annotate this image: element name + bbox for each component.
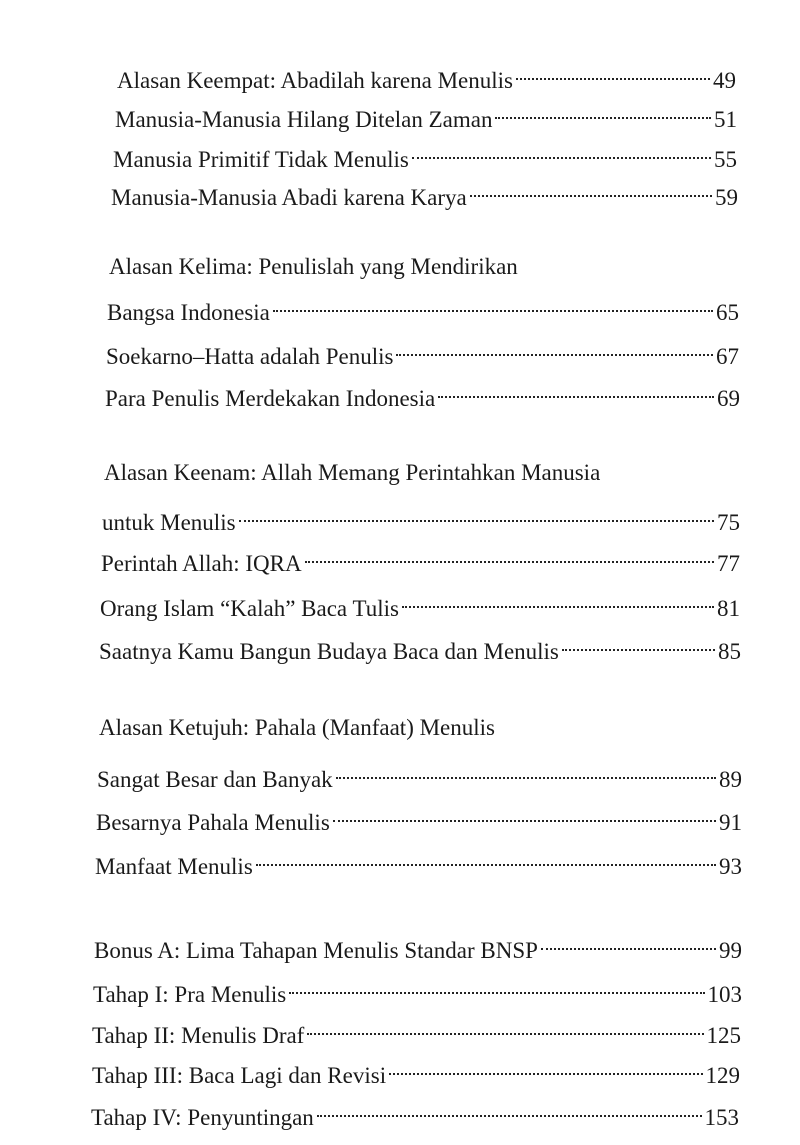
toc-section-heading: Alasan Ketujuh: Pahala (Manfaat) Menulis — [99, 715, 495, 740]
toc-entry-page: 75 — [717, 510, 740, 535]
toc-entry-page: 85 — [718, 639, 741, 664]
toc-leader-dots — [333, 800, 716, 830]
toc-entry-page: 69 — [717, 386, 740, 411]
toc-entry-title: Orang Islam “Kalah” Baca Tulis — [100, 596, 399, 621]
toc-section-heading: Alasan Keenam: Allah Memang Perintahkan Manusia — [104, 460, 601, 485]
toc-entry-title: Alasan Keempat: Abadilah karena Menulis — [117, 68, 513, 93]
toc-entry-page: 125 — [706, 1023, 741, 1048]
toc-leader-dots — [305, 541, 714, 571]
toc-entry — [111, 175, 738, 213]
toc-entry-page: 59 — [715, 185, 738, 210]
toc-entry — [92, 1053, 740, 1091]
toc-entry-title: untuk Menulis — [102, 510, 236, 535]
toc-leader-dots — [470, 175, 712, 205]
toc-entry-page: 93 — [719, 854, 742, 879]
toc-entry — [102, 500, 740, 538]
toc-leader-dots — [402, 586, 714, 616]
toc-entry-title: Para Penulis Merdekakan Indonesia — [105, 386, 436, 411]
toc-entry-title: Manusia-Manusia Hilang Ditelan Zaman — [115, 107, 493, 132]
toc-entry-title: Tahap II: Menulis Draf — [92, 1023, 305, 1048]
toc-entry-title: Tahap I: Pra Menulis — [93, 982, 287, 1007]
toc-entry — [93, 972, 742, 1010]
toc-leader-dots — [516, 58, 710, 88]
toc-leader-dots — [336, 757, 716, 787]
toc-leader-dots — [317, 1095, 702, 1125]
toc-entry-title: Sangat Besar dan Banyak — [97, 767, 333, 792]
toc-leader-dots — [396, 334, 713, 364]
toc-entry-page: 77 — [717, 551, 740, 576]
toc-entry — [117, 58, 736, 96]
toc-entry-page: 89 — [719, 767, 742, 792]
toc-entry — [106, 334, 739, 372]
toc-entry — [115, 97, 737, 135]
toc-entry-title: Manfaat Menulis — [95, 854, 253, 879]
toc-entry-page: 99 — [719, 938, 742, 963]
toc-entry-page: 81 — [717, 596, 740, 621]
toc-leader-dots — [495, 97, 711, 127]
toc-entry — [96, 800, 742, 838]
toc-entry-title: Manusia-Manusia Abadi karena Karya — [111, 185, 467, 210]
toc-entry — [100, 586, 740, 624]
toc-entry — [94, 928, 742, 966]
toc-entry — [95, 844, 742, 882]
toc-leader-dots — [307, 1013, 703, 1043]
toc-leader-dots — [562, 629, 715, 659]
toc-leader-dots — [239, 500, 714, 530]
toc-entry-title: Tahap IV: Penyuntingan — [91, 1105, 314, 1130]
toc-leader-dots — [438, 376, 714, 406]
toc-entry — [97, 757, 742, 795]
toc-entry-page: 65 — [716, 300, 739, 325]
toc-entry — [107, 290, 739, 328]
toc-leader-dots — [289, 972, 704, 1002]
toc-entry — [113, 137, 737, 175]
toc-entry-page: 55 — [714, 147, 737, 172]
toc-entry — [101, 541, 740, 579]
toc-entry-title: Tahap III: Baca Lagi dan Revisi — [92, 1063, 387, 1088]
toc-entry-page: 67 — [716, 344, 739, 369]
toc-entry-title: Perintah Allah: IQRA — [101, 551, 302, 576]
toc-leader-dots — [412, 137, 711, 167]
toc-entry — [91, 1095, 739, 1133]
toc-entry — [105, 376, 740, 414]
toc-entry-page: 129 — [705, 1063, 740, 1088]
toc-section-heading: Alasan Kelima: Penulislah yang Mendirikan — [109, 254, 518, 279]
toc-entry-title: Saatnya Kamu Bangun Budaya Baca dan Menulis — [99, 639, 559, 664]
toc-entry-title: Bonus A: Lima Tahapan Menulis Standar BNSP — [94, 938, 538, 963]
toc-entry-page: 51 — [714, 107, 737, 132]
toc-entry — [92, 1013, 741, 1051]
toc-entry-title: Besarnya Pahala Menulis — [96, 810, 330, 835]
toc-entry-page: 103 — [707, 982, 742, 1007]
toc-leader-dots — [541, 928, 716, 958]
toc-entry-title: Bangsa Indonesia — [107, 300, 270, 325]
toc-leader-dots — [273, 290, 713, 320]
toc-entry-title: Soekarno–Hatta adalah Penulis — [106, 344, 394, 369]
toc-entry — [99, 629, 741, 667]
toc-leader-dots — [389, 1053, 702, 1083]
toc-leader-dots — [256, 844, 716, 874]
toc-entry-title: Manusia Primitif Tidak Menulis — [113, 147, 409, 172]
toc-entry-page: 49 — [713, 68, 736, 93]
toc-entry-page: 91 — [719, 810, 742, 835]
toc-entry-page: 153 — [704, 1105, 739, 1130]
